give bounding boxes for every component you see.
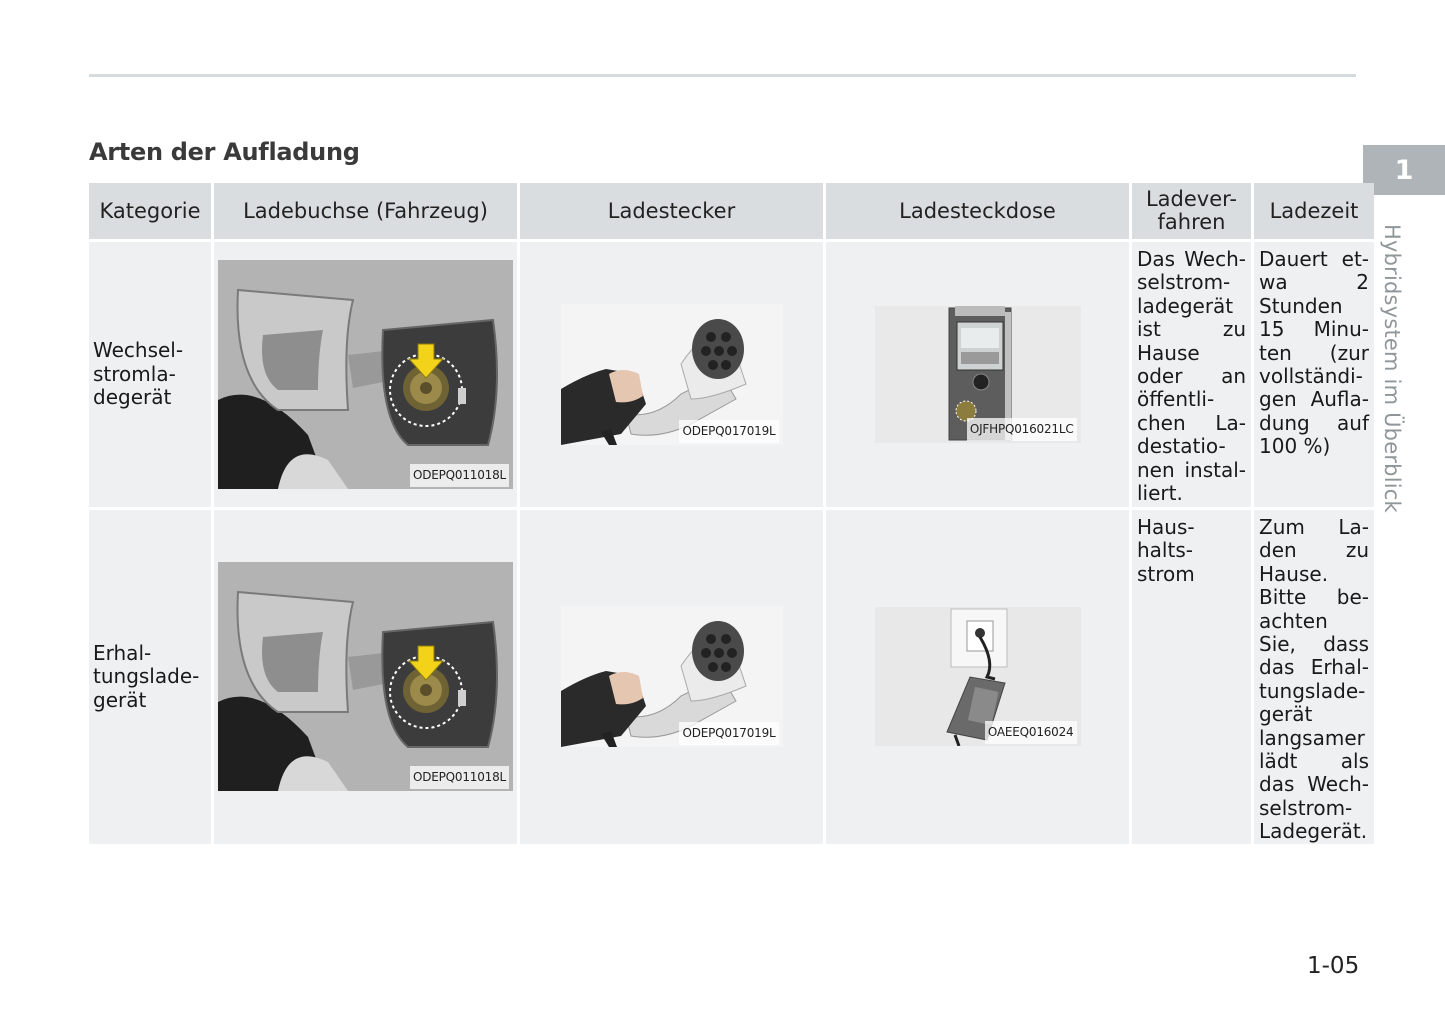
header-kategorie: Kategorie bbox=[89, 183, 211, 242]
chapter-tab[interactable]: 1 bbox=[1363, 145, 1445, 195]
time-cell bbox=[1254, 242, 1374, 510]
socket-image-cell bbox=[826, 242, 1129, 510]
table-header-row bbox=[89, 183, 1374, 242]
image-code: ODEPQ011018L bbox=[410, 766, 509, 789]
image-code: ODEPQ011018L bbox=[410, 464, 509, 487]
time-text: Dauert et-wa 2 Stunden 15 Minu-ten (zur vollständi-gen Aufla-dung auf 100 %) bbox=[1259, 247, 1369, 459]
charging-plug-photo bbox=[561, 304, 783, 445]
inlet-image-cell bbox=[214, 510, 517, 847]
header-ladesteckdose: Ladesteckdose bbox=[826, 183, 1129, 242]
image-code: ODEPQ017019L bbox=[679, 420, 778, 443]
image-code: ODEPQ017019L bbox=[679, 722, 778, 745]
socket-image-cell bbox=[826, 510, 1129, 847]
category-label: Erhal- tungslade- gerät bbox=[93, 640, 200, 712]
image-code: OJFHPQ016021LC bbox=[967, 418, 1077, 441]
method-cell bbox=[1132, 510, 1251, 847]
image-code: OAEEQ016024 bbox=[985, 721, 1077, 744]
category-cell bbox=[89, 510, 211, 847]
top-rule bbox=[89, 74, 1356, 77]
wallbox-photo bbox=[875, 306, 1081, 443]
page-number: 1-05 bbox=[1307, 953, 1360, 979]
time-text: Zum La-den zu Hause. Bitte be-achten Sie, dass das Erhal-tungslade-gerät langsamer lädt als das Wech-selstrom-Ladegerät. bbox=[1259, 515, 1369, 844]
charging-inlet-photo bbox=[218, 260, 513, 489]
charging-plug-photo bbox=[561, 606, 783, 747]
time-cell bbox=[1254, 510, 1374, 847]
table-row bbox=[89, 510, 1374, 847]
header-ladeverfahren: Ladever- fahren bbox=[1132, 183, 1251, 242]
plug-image-cell bbox=[520, 242, 823, 510]
charging-types-table bbox=[86, 183, 1377, 847]
charging-inlet-photo bbox=[218, 562, 513, 791]
table-row bbox=[89, 242, 1374, 510]
section-title: Arten der Aufladung bbox=[89, 138, 360, 166]
method-text: Das Wech-selstrom-ladegerät ist zu Hause oder an öffentli-chen La-destatio-nen instal-liert. bbox=[1137, 247, 1246, 506]
household-socket-photo bbox=[875, 607, 1081, 746]
side-chapter-title: Hybridsystem im Überblick bbox=[1380, 224, 1404, 513]
method-cell bbox=[1132, 242, 1251, 510]
header-ladezeit: Ladezeit bbox=[1254, 183, 1374, 242]
header-ladebuchse: Ladebuchse (Fahrzeug) bbox=[214, 183, 517, 242]
plug-image-cell bbox=[520, 510, 823, 847]
inlet-image-cell bbox=[214, 242, 517, 510]
header-ladestecker: Ladestecker bbox=[520, 183, 823, 242]
category-label: Wechsel- stromla- degerät bbox=[93, 338, 184, 410]
method-text: Haus-halts-strom bbox=[1137, 515, 1195, 586]
category-cell bbox=[89, 242, 211, 510]
